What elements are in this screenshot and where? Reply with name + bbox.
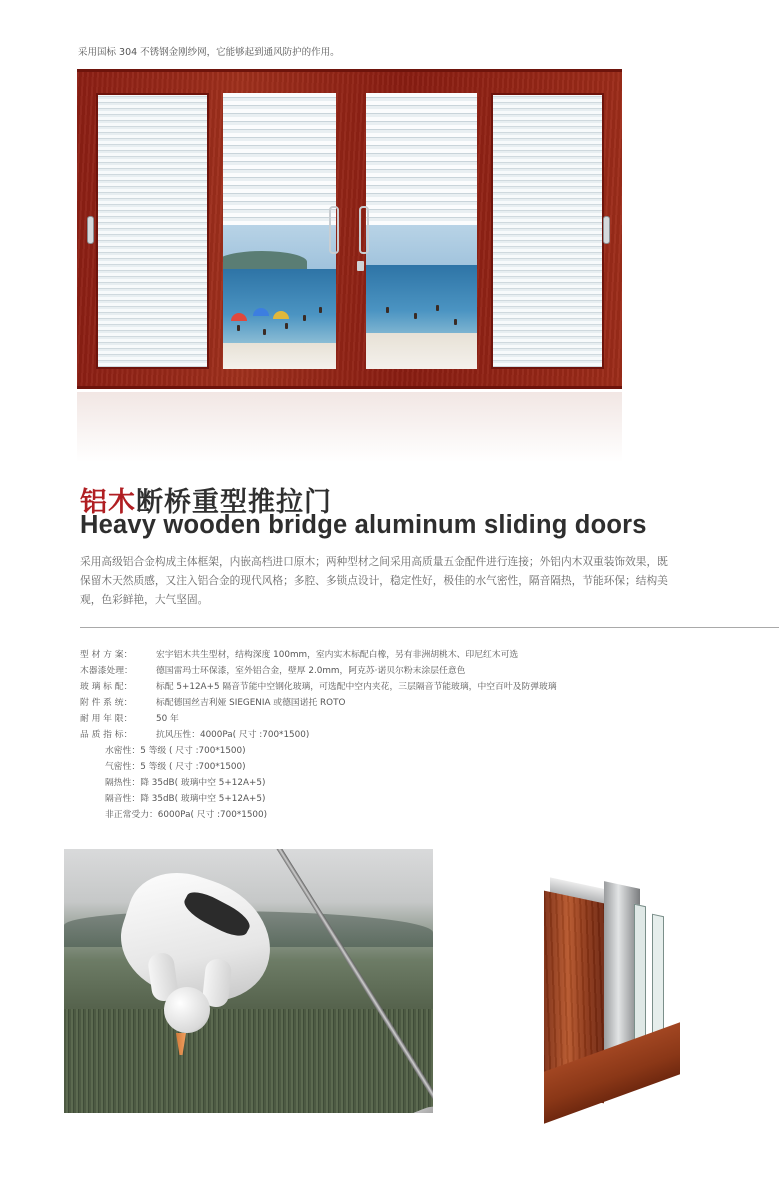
- product-description: 采用高级铝合金构成主体框架，内嵌高档进口原木；两种型材之间采用高质量五金配件进行连接；外铝内木双重装饰效果，既保留木天然质感，又注入铝合金的现代风格；多腔、多锁点设计，稳定性好，极佳的水气密性，隔音隔热，节能环保；结构美观，色彩鲜艳，大气坚固。: [80, 555, 668, 606]
- top-note: 采用国标 304 不锈钢金刚纱网，它能够起到通风防护的作用。: [78, 47, 340, 58]
- door-lock: [357, 261, 364, 271]
- title-cn-rest: 断桥重型推拉门: [136, 487, 332, 518]
- sliding-door-image: [77, 69, 622, 389]
- door-handle-right: [359, 206, 369, 254]
- right-blind-panel: [491, 93, 604, 369]
- left-blind-panel: [96, 93, 209, 369]
- spec-sub-value: 非正常受力：6000Pa( 尺寸 :700*1500): [105, 810, 268, 820]
- left-grip: [88, 217, 93, 243]
- product-title-en: Heavy wooden bridge aluminum sliding doors: [80, 511, 647, 539]
- door-handle-left: [329, 206, 339, 254]
- spec-sub-row: [80, 807, 680, 823]
- spec-value: 50 年: [156, 714, 179, 724]
- spec-sub-value: 气密性：5 等级 ( 尺寸 :700*1500): [105, 762, 246, 772]
- spec-value: 标配 5+12A+5 隔音节能中空钢化玻璃，可选配中空内夹花，三层隔音节能玻璃，中空百叶及防弹玻璃: [156, 682, 557, 692]
- spec-key: 木器漆处理：: [80, 666, 133, 676]
- spec-key: 附 件 系 统：: [80, 698, 133, 708]
- divider: [80, 627, 779, 628]
- center-left-glass-panel: [223, 93, 336, 369]
- profile-section-image: [530, 875, 690, 1120]
- spec-sub-value: 隔音性：降 35dB( 玻璃中空 5+12A+5): [105, 794, 266, 804]
- spec-key: 玻 璃 标 配：: [80, 682, 133, 692]
- spec-row: [80, 647, 680, 663]
- spec-key: 型 材 方 案：: [80, 650, 133, 660]
- spec-value: 标配德国丝吉利娅 SIEGENIA 或德国诺托 ROTO: [156, 698, 346, 708]
- spec-key: 耐 用 年 限：: [80, 714, 133, 724]
- spec-sub-row: [80, 759, 680, 775]
- spec-row: [80, 727, 680, 743]
- spec-value: 宏宇铝木共生型材，结构深度 100mm，室内实木标配白橡，另有非洲胡桃木、印尼红木可选: [156, 650, 519, 660]
- spec-key: 品 质 指 标：: [80, 730, 133, 740]
- spec-sub-value: 水密性：5 等级 ( 尺寸 :700*1500): [105, 746, 246, 756]
- spec-row: [80, 711, 680, 727]
- door-reflection: [77, 392, 622, 462]
- spec-value: 抗风压性：4000Pa( 尺寸 :700*1500): [156, 730, 310, 740]
- spec-sub-row: [80, 791, 680, 807]
- spec-row: [80, 695, 680, 711]
- spec-sub-value: 隔热性：降 35dB( 玻璃中空 5+12A+5): [105, 778, 266, 788]
- center-right-glass-panel: [366, 93, 477, 369]
- right-grip: [604, 217, 609, 243]
- golf-ball: [164, 987, 210, 1033]
- golf-photo: [64, 849, 433, 1113]
- spec-value: 德国雷玛士环保漆，室外铝合金，壁厚 2.0mm，阿克苏·诺贝尔粉末涂层任意色: [156, 666, 466, 676]
- spec-row: [80, 679, 680, 695]
- title-cn-highlight: 铝木: [80, 487, 136, 518]
- spec-sub-row: [80, 743, 680, 759]
- spec-sub-row: [80, 775, 680, 791]
- spec-row: [80, 663, 680, 679]
- spec-list: [80, 647, 680, 823]
